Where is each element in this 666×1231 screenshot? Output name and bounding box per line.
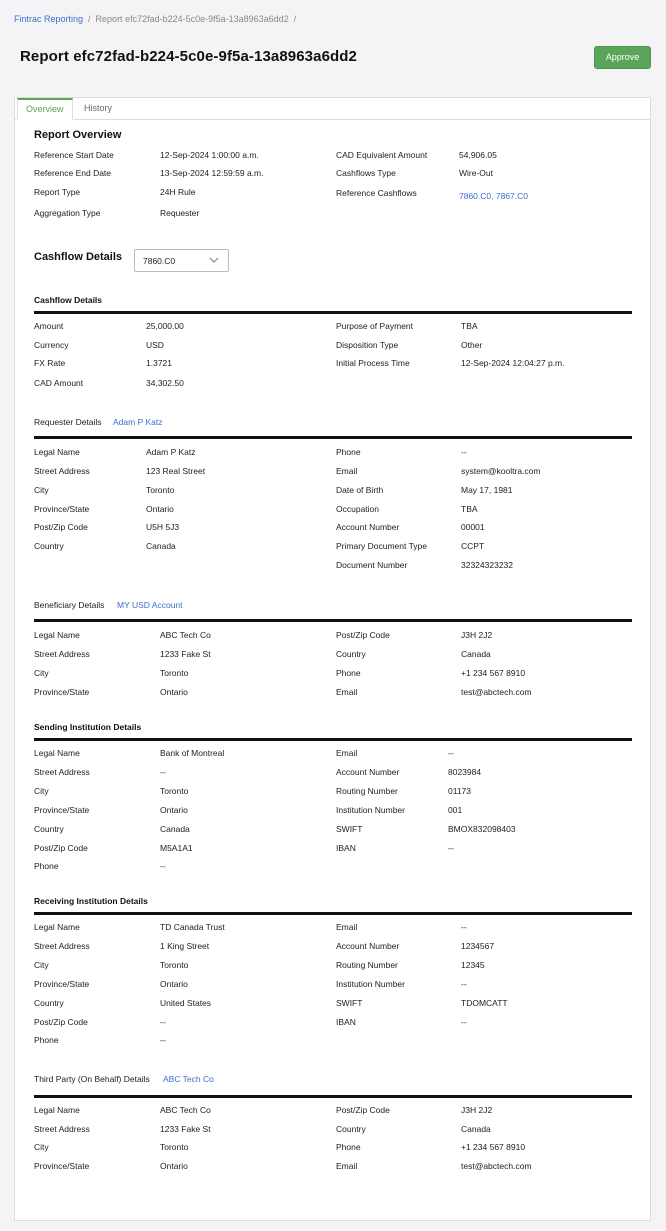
field-value-province-state: Ontario — [160, 978, 188, 989]
field-value-account-number: 8023984 — [448, 766, 482, 777]
field-label-phone: Phone — [336, 668, 361, 678]
field-value-street-address: 123 Real Street — [146, 465, 206, 476]
field-label-country: Country — [336, 1123, 366, 1134]
field-label-city: City — [34, 1142, 49, 1153]
field-value-province-state: Ontario — [146, 503, 174, 514]
field-label-reference-start-date: Reference Start Date — [34, 150, 114, 160]
field-label-primary-document-type: Primary Document Type — [336, 541, 428, 552]
field-label-amount: Amount — [34, 321, 64, 331]
field-value-reference-end-date: 13-Sep-2024 12:59:59 a.m. — [160, 168, 264, 179]
field-label-city: City — [34, 668, 49, 678]
field-label-institution-number: Institution Number — [336, 804, 405, 815]
field-label-email: Email — [336, 465, 358, 476]
field-label-legal-name: Legal Name — [34, 1105, 80, 1115]
field-label-country: Country — [34, 997, 64, 1008]
field-label-country: Country — [34, 823, 64, 834]
field-value-account-number: 00001 — [461, 522, 485, 533]
field-label-city: City — [34, 959, 49, 970]
field-value-street-address: 1233 Fake St — [160, 1123, 211, 1134]
field-label-initial-process-time: Initial Process Time — [336, 358, 410, 369]
field-value-document-number: 32324323232 — [461, 560, 514, 571]
field-value-post-zip-code: U5H 5J3 — [146, 522, 180, 533]
breadcrumb-current: Report efc72fad-b224-5c0e-9f5a-13a8963a6dd2 — [95, 14, 289, 24]
field-value-amount: 25,000.00 — [146, 321, 184, 331]
field-label-post-zip-code: Post/Zip Code — [34, 522, 88, 533]
field-value-institution-number: 001 — [448, 804, 463, 815]
section-divider — [34, 738, 632, 741]
field-value-swift: TDOMCATT — [461, 997, 508, 1008]
field-value-post-zip-code: J3H 2J2 — [461, 630, 493, 640]
field-label-phone: Phone — [34, 1035, 59, 1046]
field-value-street-address: 1 King Street — [160, 940, 210, 951]
requester-details-title: Requester Details — [34, 417, 102, 427]
cashflow-details-title: Cashflow Details — [34, 295, 103, 305]
field-value-city: Toronto — [160, 959, 189, 970]
field-value-disposition-type: Other — [461, 339, 483, 350]
field-label-iban: IBAN — [336, 842, 356, 853]
field-value-reference-start-date: 12-Sep-2024 1:00:00 a.m. — [160, 150, 259, 160]
field-label-reference-end-date: Reference End Date — [34, 168, 112, 179]
field-label-document-number: Document Number — [336, 560, 408, 571]
field-label-street-address: Street Address — [34, 940, 90, 951]
field-label-routing-number: Routing Number — [336, 959, 398, 970]
field-value-email: test@abctech.com — [461, 1161, 532, 1172]
field-label-phone: Phone — [34, 861, 59, 872]
breadcrumb-separator: / — [293, 14, 297, 24]
field-value-post-zip-code: -- — [160, 1016, 166, 1027]
field-value-email: -- — [461, 922, 467, 932]
field-value-country: Canada — [461, 649, 491, 659]
approve-button[interactable]: Approve — [594, 46, 651, 69]
section-divider — [34, 619, 632, 622]
field-value-legal-name: Adam P Katz — [146, 447, 196, 457]
field-label-account-number: Account Number — [336, 522, 400, 533]
field-label-legal-name: Legal Name — [34, 447, 80, 457]
field-value-institution-number: -- — [461, 978, 467, 989]
field-value-post-zip-code: M5A1A1 — [160, 842, 193, 853]
field-value-swift: BMOX832098403 — [448, 823, 516, 834]
field-value-legal-name: Bank of Montreal — [160, 748, 225, 758]
field-label-fx-rate: FX Rate — [34, 358, 66, 369]
field-value-email: test@abctech.com — [461, 687, 532, 697]
field-value-account-number: 1234567 — [461, 940, 495, 951]
field-value-legal-name: ABC Tech Co — [160, 1105, 211, 1115]
field-value-country: Canada — [160, 823, 190, 834]
field-label-post-zip-code: Post/Zip Code — [336, 1105, 390, 1115]
third-party-link[interactable]: ABC Tech Co — [163, 1074, 214, 1084]
field-label-street-address: Street Address — [34, 649, 90, 659]
third-party-details-title: Third Party (On Behalf) Details — [34, 1074, 150, 1084]
field-value-routing-number: 12345 — [461, 959, 485, 970]
field-label-email: Email — [336, 748, 358, 758]
field-label-post-zip-code: Post/Zip Code — [34, 1016, 88, 1027]
section-divider — [34, 1095, 632, 1098]
field-value-province-state: Ontario — [160, 687, 188, 697]
receiving-institution-title: Receiving Institution Details — [34, 896, 148, 906]
field-value-cashflows-type: Wire-Out — [459, 168, 493, 179]
field-value-iban: -- — [448, 842, 454, 853]
field-value-city: Toronto — [160, 785, 189, 796]
cashflow-select-value: 7860.C0 — [143, 256, 176, 266]
field-label-phone: Phone — [336, 447, 361, 457]
field-label-province-state: Province/State — [34, 1161, 90, 1172]
field-label-email: Email — [336, 687, 358, 697]
field-label-occupation: Occupation — [336, 503, 379, 514]
field-value-phone: -- — [160, 861, 166, 872]
field-value-occupation: TBA — [461, 503, 478, 514]
field-label-city: City — [34, 484, 49, 495]
field-value-phone: -- — [461, 447, 467, 457]
field-label-report-type: Report Type — [34, 186, 81, 197]
field-value-country: United States — [160, 997, 212, 1008]
breadcrumb-link-fintrac-reporting[interactable]: Fintrac Reporting — [14, 14, 84, 24]
field-value-phone: -- — [160, 1035, 166, 1046]
field-value-street-address: -- — [160, 766, 166, 777]
sending-institution-title: Sending Institution Details — [34, 722, 142, 732]
beneficiary-link[interactable]: MY USD Account — [117, 600, 183, 610]
field-label-institution-number: Institution Number — [336, 978, 405, 989]
field-value-email: -- — [448, 748, 454, 758]
field-value-cad-amount: 34,302.50 — [146, 377, 184, 388]
field-label-phone: Phone — [336, 1142, 361, 1153]
field-value-post-zip-code: J3H 2J2 — [461, 1105, 493, 1115]
field-value-reference-cashflows[interactable]: 7860.C0, 7867.C0 — [459, 190, 528, 201]
field-label-city: City — [34, 785, 49, 796]
field-label-province-state: Province/State — [34, 503, 90, 514]
field-value-report-type: 24H Rule — [160, 186, 196, 197]
field-label-province-state: Province/State — [34, 804, 90, 815]
field-value-phone: +1 234 567 8910 — [461, 1142, 526, 1153]
field-value-street-address: 1233 Fake St — [160, 649, 211, 659]
field-value-province-state: Ontario — [160, 804, 188, 815]
field-value-iban: -- — [461, 1016, 467, 1027]
field-value-initial-process-time: 12-Sep-2024 12:04:27 p.m. — [461, 358, 565, 369]
requester-link[interactable]: Adam P Katz — [113, 417, 163, 427]
report-overview-title: Report Overview — [34, 129, 122, 141]
field-value-routing-number: 01173 — [448, 785, 472, 796]
field-label-aggregation-type: Aggregation Type — [34, 208, 101, 219]
field-label-disposition-type: Disposition Type — [336, 339, 399, 350]
field-label-swift: SWIFT — [336, 997, 363, 1008]
section-divider — [34, 436, 632, 439]
field-value-email: system@kooltra.com — [461, 465, 541, 476]
field-label-post-zip-code: Post/Zip Code — [336, 630, 390, 640]
tab-history[interactable]: History — [84, 103, 113, 113]
field-value-legal-name: TD Canada Trust — [160, 922, 225, 932]
cashflow-selector-label: Cashflow Details — [34, 251, 123, 263]
field-value-primary-document-type: CCPT — [461, 541, 485, 552]
field-label-province-state: Province/State — [34, 687, 90, 697]
field-value-legal-name: ABC Tech Co — [160, 630, 211, 640]
field-value-city: Toronto — [146, 484, 175, 495]
field-label-email: Email — [336, 922, 358, 932]
field-label-iban: IBAN — [336, 1016, 356, 1027]
chevron-down-icon — [209, 256, 219, 264]
field-label-account-number: Account Number — [336, 940, 400, 951]
field-label-legal-name: Legal Name — [34, 748, 80, 758]
field-value-date-of-birth: May 17, 1981 — [461, 484, 513, 495]
field-value-phone: +1 234 567 8910 — [461, 668, 526, 678]
tab-overview[interactable]: Overview — [17, 98, 73, 120]
field-value-city: Toronto — [160, 668, 189, 678]
section-divider — [34, 311, 632, 314]
field-label-legal-name: Legal Name — [34, 922, 80, 932]
field-label-routing-number: Routing Number — [336, 785, 398, 796]
field-value-city: Toronto — [160, 1142, 189, 1153]
cashflow-select[interactable] — [134, 249, 229, 272]
field-label-email: Email — [336, 1161, 358, 1172]
field-value-purpose-of-payment: TBA — [461, 321, 478, 331]
field-label-country: Country — [34, 541, 64, 552]
tab-bar — [15, 98, 650, 120]
field-value-country: Canada — [146, 541, 176, 552]
field-value-province-state: Ontario — [160, 1161, 188, 1172]
field-label-post-zip-code: Post/Zip Code — [34, 842, 88, 853]
field-label-account-number: Account Number — [336, 766, 400, 777]
field-label-date-of-birth: Date of Birth — [336, 484, 384, 495]
field-label-province-state: Province/State — [34, 978, 90, 989]
breadcrumb-separator: / — [88, 14, 91, 24]
field-value-country: Canada — [461, 1123, 491, 1134]
beneficiary-details-title: Beneficiary Details — [34, 600, 105, 610]
field-label-swift: SWIFT — [336, 823, 363, 834]
section-divider — [34, 912, 632, 915]
field-label-street-address: Street Address — [34, 465, 90, 476]
field-label-street-address: Street Address — [34, 766, 90, 777]
field-label-cashflows-type: Cashflows Type — [336, 168, 396, 179]
field-label-street-address: Street Address — [34, 1123, 90, 1134]
report-card — [14, 97, 651, 1221]
field-label-country: Country — [336, 649, 366, 659]
field-value-currency: USD — [146, 339, 164, 350]
field-label-reference-cashflows: Reference Cashflows — [336, 187, 417, 198]
field-label-legal-name: Legal Name — [34, 630, 80, 640]
field-value-cad-equivalent-amount: 54,906.05 — [459, 150, 497, 160]
breadcrumb — [14, 14, 301, 24]
field-label-purpose-of-payment: Purpose of Payment — [336, 321, 414, 331]
field-label-cad-amount: CAD Amount — [34, 377, 84, 388]
page-title: Report efc72fad-b224-5c0e-9f5a-13a8963a6dd2 — [20, 48, 357, 65]
field-value-fx-rate: 1.3721 — [146, 358, 172, 369]
field-label-cad-equivalent-amount: CAD Equivalent Amount — [336, 150, 428, 160]
field-label-currency: Currency — [34, 339, 69, 350]
field-value-aggregation-type: Requester — [160, 208, 200, 219]
